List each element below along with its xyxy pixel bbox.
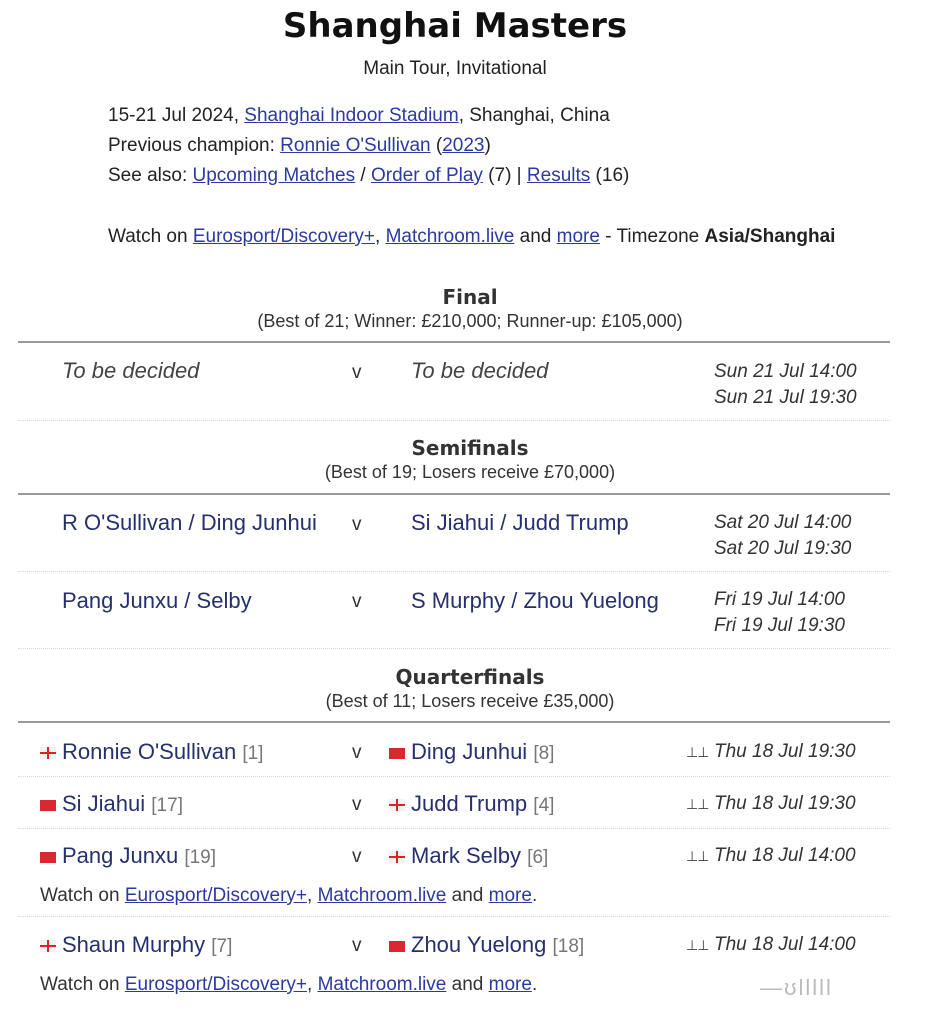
qf-4-seed-2: [18]	[552, 936, 585, 957]
semifinals-header	[20, 436, 920, 483]
see-also-label: See also:	[108, 165, 193, 186]
final-title: Final	[442, 285, 498, 309]
tv-icon[interactable]: ⊥⊥	[686, 796, 709, 812]
eurosport-link[interactable]: Eurosport/Discovery+	[192, 226, 375, 247]
final-divider	[18, 341, 890, 343]
semifinal-2-player-2[interactable]: S Murphy / Zhou Yuelong	[411, 588, 659, 613]
timezone-value: Asia/Shanghai	[704, 226, 836, 247]
qf-3-vs: v	[352, 846, 362, 867]
england-flag-icon	[40, 747, 56, 759]
qf-1-player-2[interactable]: Ding Junhui	[411, 739, 528, 764]
tv-icon[interactable]: ⊥⊥	[686, 744, 709, 760]
quarterfinals-divider	[18, 721, 890, 723]
event-location: , Shanghai, China	[458, 105, 610, 126]
semifinals-divider	[18, 493, 890, 495]
semifinals-title: Semifinals	[411, 436, 529, 460]
qf-2-player-1[interactable]: Si Jiahui	[62, 791, 146, 816]
separator: /	[355, 165, 371, 186]
final-player-2: To be decided	[411, 358, 549, 383]
row-divider	[18, 648, 890, 649]
semifinal-1-vs: v	[352, 514, 362, 535]
event-dates: 15-21 Jul 2024,	[108, 105, 245, 126]
row-divider	[18, 420, 890, 421]
qf-2-time: Thu 18 Jul 19:30	[714, 793, 856, 814]
china-flag-icon	[389, 748, 405, 759]
and-text: and	[446, 974, 489, 995]
qf-1-player-2-cell[interactable]	[389, 739, 554, 765]
more-link[interactable]: more	[488, 974, 532, 995]
qf-4-watch-on	[40, 974, 537, 996]
final-vs: v	[352, 362, 362, 383]
final-player-1: To be decided	[62, 358, 200, 383]
final-header	[20, 285, 920, 332]
venue-link[interactable]: Shanghai Indoor Stadium	[244, 105, 459, 126]
eurosport-link[interactable]: Eurosport/Discovery+	[124, 974, 307, 995]
semifinals-details: (Best of 19; Losers receive £70,000)	[324, 462, 616, 482]
paren-open: (	[430, 135, 443, 156]
previous-year-link[interactable]: 2023	[442, 135, 485, 156]
england-flag-icon	[40, 940, 56, 952]
qf-3-player-1-cell[interactable]	[40, 843, 216, 869]
qf-3-player-1[interactable]: Pang Junxu	[62, 843, 179, 868]
qf-3-time: Thu 18 Jul 14:00	[714, 845, 856, 866]
qf-4-player-1-cell[interactable]	[40, 932, 232, 958]
order-of-play-count: (7) |	[482, 165, 527, 186]
qf-2-seed-2: [4]	[533, 795, 555, 816]
page-title: Shanghai Masters	[282, 6, 628, 46]
semifinal-2-vs: v	[352, 591, 362, 612]
final-details: (Best of 21; Winner: £210,000; Runner-up: £105,000)	[257, 311, 683, 331]
previous-champion-label: Previous champion:	[108, 135, 281, 156]
watermark-icon: —ʊlllll	[760, 975, 833, 1000]
quarterfinals-header	[20, 665, 920, 712]
qf-1-seed-1: [1]	[242, 743, 264, 764]
matchroom-link[interactable]: Matchroom.live	[385, 226, 515, 247]
quarterfinals-title: Quarterfinals	[395, 665, 545, 689]
tv-icon[interactable]: ⊥⊥	[686, 937, 709, 953]
see-also-line	[108, 165, 629, 187]
england-flag-icon	[389, 799, 405, 811]
final-time-2: Sun 21 Jul 19:30	[714, 387, 857, 408]
qf-1-seed-2: [8]	[533, 743, 555, 764]
comma: ,	[375, 226, 386, 247]
qf-1-vs: v	[352, 742, 362, 763]
period: .	[531, 974, 538, 995]
row-divider	[18, 776, 890, 777]
qf-1-player-1-cell[interactable]	[40, 739, 263, 765]
qf-4-player-2[interactable]: Zhou Yuelong	[411, 932, 547, 957]
qf-3-player-2-cell[interactable]	[389, 843, 548, 869]
results-count: (16)	[590, 165, 630, 186]
comma: ,	[307, 885, 318, 906]
paren-close: )	[484, 135, 491, 156]
semifinal-1-time-2: Sat 20 Jul 19:30	[714, 538, 852, 559]
qf-3-player-2[interactable]: Mark Selby	[411, 843, 522, 868]
row-divider	[18, 916, 890, 917]
and-text: and	[514, 226, 557, 247]
upcoming-matches-link[interactable]: Upcoming Matches	[192, 165, 356, 186]
more-link[interactable]: more	[556, 226, 600, 247]
china-flag-icon	[389, 941, 405, 952]
semifinal-1-player-1[interactable]: R O'Sullivan / Ding Junhui	[62, 510, 317, 535]
semifinal-1-times	[714, 510, 851, 562]
watch-on-label: Watch on	[40, 974, 125, 995]
event-dates-line	[108, 105, 610, 127]
qf-4-time: Thu 18 Jul 14:00	[714, 934, 856, 955]
semifinal-2-times	[714, 587, 845, 639]
final-time-1: Sun 21 Jul 14:00	[714, 361, 857, 382]
semifinal-2-time-1: Fri 19 Jul 14:00	[714, 589, 845, 610]
qf-4-player-2-cell[interactable]	[389, 932, 584, 958]
qf-1-time: Thu 18 Jul 19:30	[714, 741, 856, 762]
and-text: and	[446, 885, 489, 906]
qf-1-player-1[interactable]: Ronnie O'Sullivan	[62, 739, 237, 764]
england-flag-icon	[389, 851, 405, 863]
quarterfinals-details: (Best of 11; Losers receive £35,000)	[325, 691, 615, 711]
previous-champion-line	[108, 135, 491, 157]
semifinal-2-time-2: Fri 19 Jul 19:30	[714, 615, 845, 636]
china-flag-icon	[40, 800, 56, 811]
results-link[interactable]: Results	[526, 165, 591, 186]
china-flag-icon	[40, 852, 56, 863]
more-link[interactable]: more	[488, 885, 532, 906]
qf-2-player-1-cell[interactable]	[40, 791, 183, 817]
qf-2-seed-1: [17]	[151, 795, 183, 816]
previous-champion-link[interactable]: Ronnie O'Sullivan	[280, 135, 431, 156]
period: .	[531, 885, 538, 906]
eurosport-link[interactable]: Eurosport/Discovery+	[124, 885, 307, 906]
qf-3-seed-1: [19]	[184, 847, 217, 868]
qf-2-vs: v	[352, 794, 362, 815]
qf-2-player-2[interactable]: Judd Trump	[411, 791, 528, 816]
semifinal-1-time-1: Sat 20 Jul 14:00	[714, 512, 852, 533]
matchroom-link[interactable]: Matchroom.live	[317, 974, 447, 995]
comma: ,	[307, 974, 318, 995]
timezone-label: - Timezone	[599, 226, 705, 247]
final-times	[714, 359, 857, 411]
qf-4-vs: v	[352, 935, 362, 956]
watch-on-label: Watch on	[108, 226, 193, 247]
row-divider	[18, 571, 890, 572]
page-subtitle: Main Tour, Invitational	[363, 58, 547, 79]
qf-3-seed-2: [6]	[527, 847, 549, 868]
watch-on-line	[108, 226, 835, 248]
matchroom-link[interactable]: Matchroom.live	[317, 885, 447, 906]
qf-4-seed-1: [7]	[211, 936, 233, 957]
watch-on-label: Watch on	[40, 885, 125, 906]
row-divider	[18, 828, 890, 829]
tv-icon[interactable]: ⊥⊥	[686, 848, 709, 864]
qf-2-player-2-cell[interactable]	[389, 791, 554, 817]
order-of-play-link[interactable]: Order of Play	[370, 165, 483, 186]
semifinal-1-player-2[interactable]: Si Jiahui / Judd Trump	[411, 510, 629, 535]
qf-4-player-1[interactable]: Shaun Murphy	[62, 932, 206, 957]
semifinal-2-player-1[interactable]: Pang Junxu / Selby	[62, 588, 252, 613]
qf-3-watch-on	[40, 885, 537, 907]
